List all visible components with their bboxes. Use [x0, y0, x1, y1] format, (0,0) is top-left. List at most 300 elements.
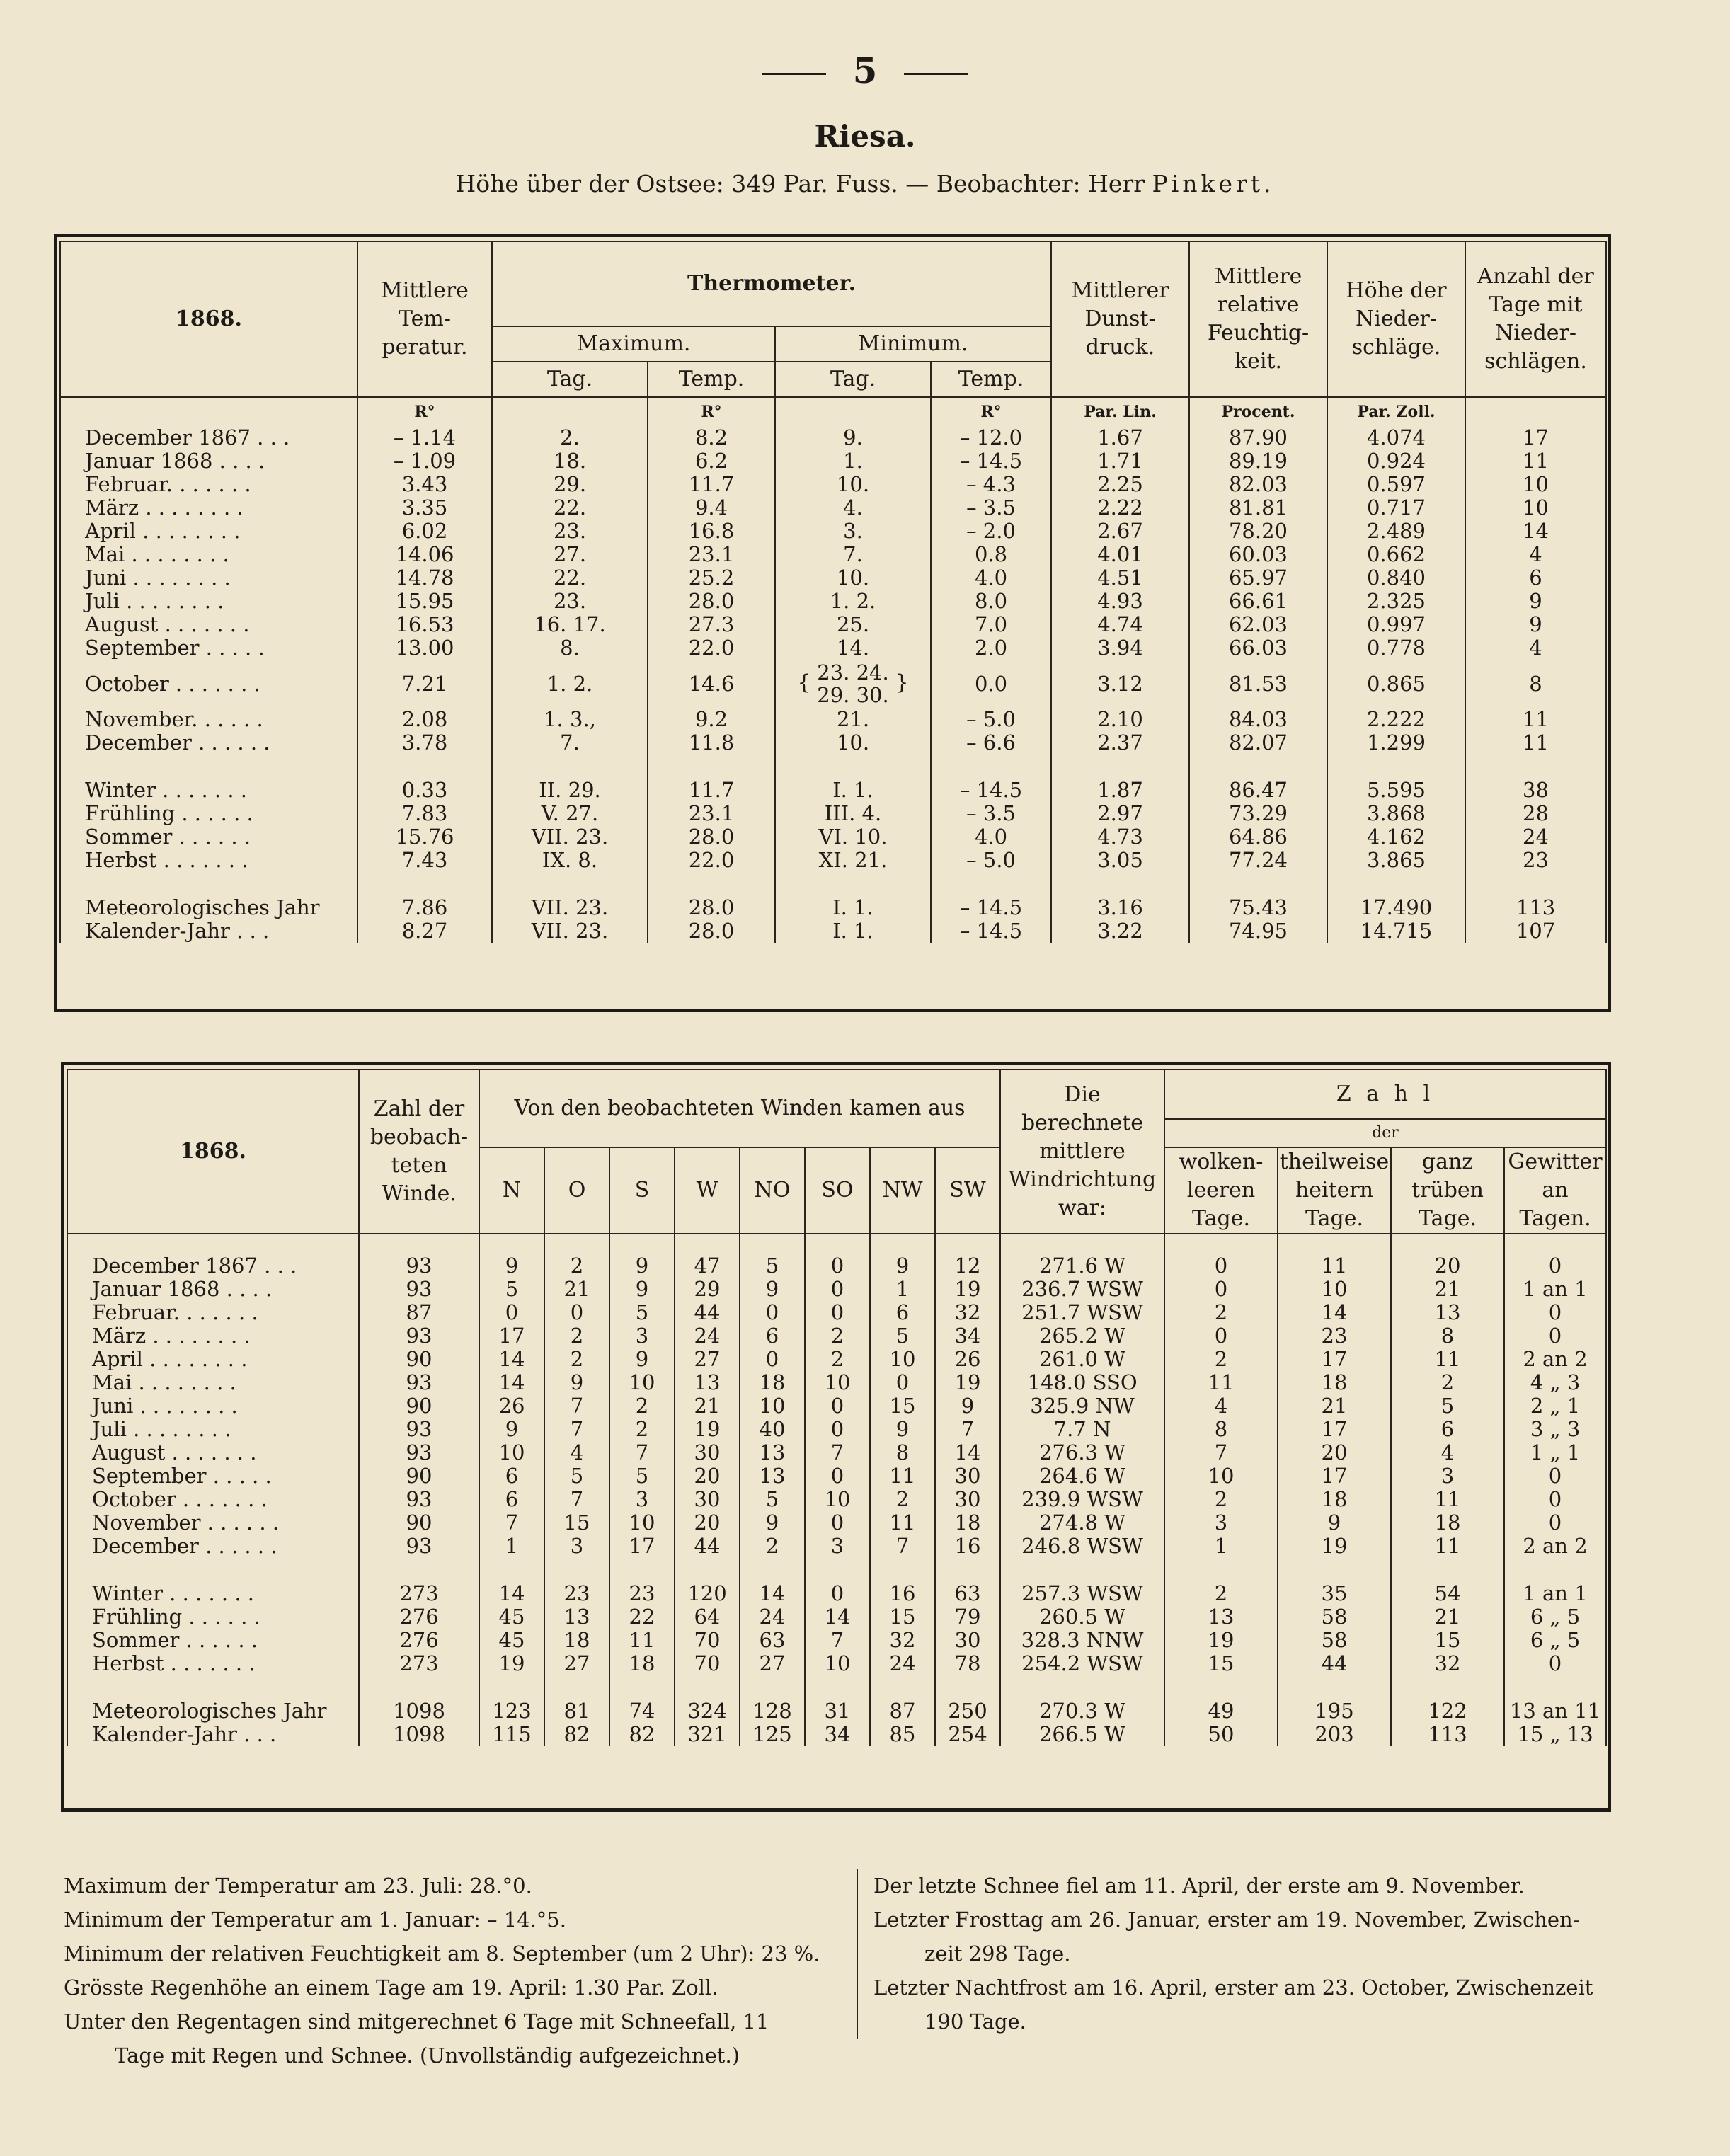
station-title: Riesa. [814, 119, 916, 154]
table-cell: – 5.0 [931, 708, 1051, 731]
table-cell: 19 [1164, 1629, 1278, 1652]
table-cell: 5 [544, 1464, 609, 1488]
temperature-table [59, 241, 1607, 943]
observer-name: Pinkert. [1152, 170, 1275, 197]
table-cell: 93 [359, 1371, 479, 1394]
table-cell: 93 [359, 1418, 479, 1441]
table-row [67, 1582, 1606, 1605]
table-cell: 17 [1465, 426, 1606, 449]
row-label: October . . . . . . . [60, 660, 357, 708]
header-min-temp: Temp. [931, 362, 1051, 397]
table-cell: 18 [1278, 1371, 1391, 1394]
table-cell: 0.840 [1327, 566, 1465, 590]
note-line: Letzter Frosttag am 26. Januar, erster am 19. November, Zwischen- [873, 1908, 1580, 1932]
table-cell: 270.3 W [1000, 1699, 1164, 1723]
table-cell: 3 „ 3 [1504, 1418, 1606, 1441]
table-cell: 16. 17. [492, 613, 648, 636]
table-cell: 29. [492, 473, 648, 496]
table-cell: 13 [1391, 1301, 1504, 1324]
table-cell: 18 [935, 1511, 1000, 1535]
table-cell: 18 [609, 1652, 675, 1675]
table-cell: 19 [675, 1418, 740, 1441]
table-cell: 7.43 [357, 849, 492, 872]
table-cell: 2.10 [1051, 708, 1189, 731]
table-cell: III. 4. [775, 802, 931, 825]
table-cell: 22. [492, 496, 648, 520]
table-cell: 27. [492, 543, 648, 566]
row-label: August . . . . . . . [60, 613, 357, 636]
table-cell: 45 [479, 1605, 544, 1629]
table-cell: 3 [1391, 1464, 1504, 1488]
row-label: Sommer . . . . . . [60, 825, 357, 849]
table-cell: 1 an 1 [1504, 1278, 1606, 1301]
table-cell: 9 [479, 1254, 544, 1278]
table-row [60, 802, 1606, 825]
table-cell: 0 [805, 1278, 870, 1301]
table-row [60, 660, 1606, 708]
note-line: Unter den Regentagen sind mitgerechnet 6 Tage mit Schneefall, 11 [64, 2009, 769, 2034]
table-cell: 17 [1278, 1464, 1391, 1488]
season-rows [60, 779, 1606, 872]
table-cell: 45 [479, 1629, 544, 1652]
table-cell: 4 [1164, 1394, 1278, 1418]
row-label: Winter . . . . . . . [60, 779, 357, 802]
table-cell: 15 [1164, 1652, 1278, 1675]
table-cell: 236.7 WSW [1000, 1278, 1164, 1301]
table-row [67, 1348, 1606, 1371]
table-cell: 14 [805, 1605, 870, 1629]
table-cell: 10 [805, 1652, 870, 1675]
table-cell: 30 [675, 1441, 740, 1464]
table-cell: 64.86 [1189, 825, 1327, 849]
table-cell: 7 [1164, 1441, 1278, 1464]
table-cell: – 12.0 [931, 426, 1051, 449]
row-label: Kalender-Jahr . . . [67, 1723, 359, 1746]
table-cell: 0 [544, 1301, 609, 1324]
table-cell: 27 [675, 1348, 740, 1371]
table-cell: 2 [1164, 1488, 1278, 1511]
table-cell: 14.715 [1327, 919, 1465, 943]
table-cell: 23 [609, 1582, 675, 1605]
table-cell: 2.67 [1051, 520, 1189, 543]
monthly-rows-end [60, 708, 1606, 755]
table-row [60, 473, 1606, 496]
table-cell: 63 [740, 1629, 805, 1652]
table-cell: 1.299 [1327, 731, 1465, 755]
table-cell: 14 [1278, 1301, 1391, 1324]
table-cell: 90 [359, 1348, 479, 1371]
table-cell: – 4.3 [931, 473, 1051, 496]
table-cell: 10 [609, 1371, 675, 1394]
header-thunderstorm-days: Gewitter an Tagen. [1504, 1147, 1606, 1234]
table-cell: 1. 2. [775, 590, 931, 613]
table-cell: 28.0 [648, 896, 775, 919]
unit-cell: Par. Zoll. [1327, 397, 1465, 426]
table-cell: 14 [1465, 520, 1606, 543]
table-cell: 21. [775, 708, 931, 731]
header-direction-w: W [675, 1147, 740, 1234]
table-cell: 64 [675, 1605, 740, 1629]
table-cell: 0 [740, 1348, 805, 1371]
table-cell: 81.81 [1189, 496, 1327, 520]
table-row [67, 1511, 1606, 1535]
unit-cell: R° [648, 397, 775, 426]
table-cell: 7 [870, 1535, 935, 1558]
table-cell: 78.20 [1189, 520, 1327, 543]
header-vapour-pressure: Mittlerer Dunst-druck. [1051, 241, 1189, 397]
table-cell: 15 [870, 1394, 935, 1418]
table-cell: 15 [544, 1511, 609, 1535]
table-cell: 0.597 [1327, 473, 1465, 496]
table-cell: 58 [1278, 1629, 1391, 1652]
table-cell: 9 [1278, 1511, 1391, 1535]
table-cell: 13.00 [357, 636, 492, 660]
table-cell: 8.0 [931, 590, 1051, 613]
table-row [67, 1394, 1606, 1418]
table-cell: 15 [1391, 1629, 1504, 1652]
header-precipitation-days: Anzahl der Tage mit Nieder-schlägen. [1465, 241, 1606, 397]
spacer [60, 755, 1606, 779]
table-cell: 5 [609, 1301, 675, 1324]
table-cell: 0 [805, 1418, 870, 1441]
table-cell: 49 [1164, 1699, 1278, 1723]
table-cell: 23. [492, 520, 648, 543]
note-line: Der letzte Schnee fiel am 11. April, der erste am 9. November. [873, 1874, 1525, 1898]
table-cell: 3 [1164, 1511, 1278, 1535]
table-cell: 9 [1465, 613, 1606, 636]
table-cell: 2.08 [357, 708, 492, 731]
table-cell: 0 [1504, 1324, 1606, 1348]
table-cell: 7.83 [357, 802, 492, 825]
min-day-line-2: 29. 30. [817, 683, 889, 707]
table-cell: 74 [609, 1699, 675, 1723]
header-zahl: Z a h l [1164, 1070, 1606, 1119]
table-cell: 6 [479, 1464, 544, 1488]
row-label: April . . . . . . . . [60, 520, 357, 543]
table-cell: 12 [935, 1254, 1000, 1278]
table-row [67, 1278, 1606, 1301]
header-direction-o: O [544, 1147, 609, 1234]
table-cell: 1.71 [1051, 449, 1189, 473]
header-humidity: Mittlere relative Feuchtig-keit. [1189, 241, 1327, 397]
table-cell: 11 [1164, 1371, 1278, 1394]
table-row [67, 1605, 1606, 1629]
row-label: December 1867 . . . [60, 426, 357, 449]
table-cell: 9 [609, 1254, 675, 1278]
table-cell: 2 [544, 1348, 609, 1371]
table-cell: 44 [1278, 1652, 1391, 1675]
table-cell: 62.03 [1189, 613, 1327, 636]
table-cell: XI. 21. [775, 849, 931, 872]
table-cell: 2.325 [1327, 590, 1465, 613]
header-direction-n: N [479, 1147, 544, 1234]
table-row [67, 1723, 1606, 1746]
table-cell: 6 „ 5 [1504, 1629, 1606, 1652]
table-cell: 11 [1278, 1254, 1391, 1278]
table-cell: 3.865 [1327, 849, 1465, 872]
table-cell: 82.03 [1189, 473, 1327, 496]
table-row [60, 496, 1606, 520]
table-cell: 74.95 [1189, 919, 1327, 943]
bracket-right: } [888, 670, 909, 694]
table-cell: 8.27 [357, 919, 492, 943]
table-cell: 254 [935, 1723, 1000, 1746]
spacer [60, 872, 1606, 896]
table-cell: 4 [1465, 636, 1606, 660]
table-cell: 1.67 [1051, 426, 1189, 449]
table-cell: 2 [544, 1324, 609, 1348]
table-cell: 203 [1278, 1723, 1391, 1746]
table-cell: 3.22 [1051, 919, 1189, 943]
table-cell: 15 [870, 1605, 935, 1629]
monthly-rows [60, 426, 1606, 660]
table-cell: I. 1. [775, 896, 931, 919]
table-cell: 0 [1504, 1301, 1606, 1324]
row-label: September . . . . . [60, 636, 357, 660]
table-cell: 2 an 2 [1504, 1535, 1606, 1558]
table-cell: 75.43 [1189, 896, 1327, 919]
table-cell: 6 [479, 1488, 544, 1511]
table-cell: 16 [935, 1535, 1000, 1558]
table-cell: 17 [1278, 1348, 1391, 1371]
table-cell: 4 [544, 1441, 609, 1464]
table-cell: 10 [1278, 1278, 1391, 1301]
table-cell: 27 [544, 1652, 609, 1675]
table-cell: 9 [935, 1394, 1000, 1418]
row-label: Juli . . . . . . . . [67, 1418, 359, 1441]
table-cell: 10 [1164, 1464, 1278, 1488]
header-min-day: Tag. [775, 362, 931, 397]
unit-cell [60, 397, 357, 426]
table-cell: 23 [544, 1582, 609, 1605]
table-cell: 93 [359, 1535, 479, 1558]
table-cell: 3.16 [1051, 896, 1189, 919]
table-cell: 8 [1391, 1324, 1504, 1348]
table-cell: 93 [359, 1278, 479, 1301]
table-cell: 81.53 [1189, 660, 1327, 708]
table-cell: 2.97 [1051, 802, 1189, 825]
table-row [67, 1488, 1606, 1511]
table-cell: 14 [740, 1582, 805, 1605]
table-cell: 20 [1278, 1441, 1391, 1464]
table-cell: 10 [479, 1441, 544, 1464]
row-label: Februar. . . . . . . [67, 1301, 359, 1324]
table-cell: 13 [1164, 1605, 1278, 1629]
header-direction-no: NO [740, 1147, 805, 1234]
table-cell: 18 [1278, 1488, 1391, 1511]
row-label: September . . . . . [67, 1464, 359, 1488]
table-cell: 10. [775, 566, 931, 590]
table-cell: 28 [1465, 802, 1606, 825]
table-cell: 14.78 [357, 566, 492, 590]
note-line: Grösste Regenhöhe an einem Tage am 19. April: 1.30 Par. Zoll. [64, 1976, 718, 2000]
table-cell: 11.8 [648, 731, 775, 755]
table-row [60, 849, 1606, 872]
table-cell: 1. [775, 449, 931, 473]
row-label: April . . . . . . . . [67, 1348, 359, 1371]
spacer [67, 1558, 1606, 1582]
table-cell: 3 [805, 1535, 870, 1558]
table-cell: 21 [1391, 1278, 1504, 1301]
row-label: Meteorologisches Jahr [60, 896, 357, 919]
table-cell: 32 [870, 1629, 935, 1652]
table-cell: 115 [479, 1723, 544, 1746]
row-label: December . . . . . . [60, 731, 357, 755]
table-cell: 7 [935, 1418, 1000, 1441]
table-cell: 4.01 [1051, 543, 1189, 566]
table-cell: 63 [935, 1582, 1000, 1605]
table-cell: 89.19 [1189, 449, 1327, 473]
table-cell: 93 [359, 1441, 479, 1464]
table-row [60, 779, 1606, 802]
table-cell: 9 [740, 1511, 805, 1535]
spacer [67, 1234, 1606, 1254]
table-cell: 22. [492, 566, 648, 590]
table-cell: 40 [740, 1418, 805, 1441]
row-label: October . . . . . . . [67, 1488, 359, 1511]
table-cell: 9 [870, 1418, 935, 1441]
table-cell: 4.51 [1051, 566, 1189, 590]
table-cell: 18 [740, 1371, 805, 1394]
table-cell: 15.76 [357, 825, 492, 849]
row-label: Mai . . . . . . . . [60, 543, 357, 566]
table-cell: 113 [1391, 1723, 1504, 1746]
table-cell: 9.4 [648, 496, 775, 520]
table-cell: 26 [479, 1394, 544, 1418]
table-cell: 6 „ 5 [1504, 1605, 1606, 1629]
table-cell: 0 [1504, 1511, 1606, 1535]
table-cell: 4. [775, 496, 931, 520]
table-cell: 0.997 [1327, 613, 1465, 636]
table-cell: 4.0 [931, 566, 1051, 590]
table-cell: 4 „ 3 [1504, 1371, 1606, 1394]
table-cell: 324 [675, 1699, 740, 1723]
table-row [67, 1418, 1606, 1441]
table-cell: 17 [609, 1535, 675, 1558]
header-winds: Von den beobachteten Winden kamen aus [479, 1070, 1000, 1147]
table-cell: 328.3 NNW [1000, 1629, 1164, 1652]
table-cell: 50 [1164, 1723, 1278, 1746]
table-cell: 11 [1391, 1535, 1504, 1558]
table-cell: 87.90 [1189, 426, 1327, 449]
table-cell: 128 [740, 1699, 805, 1723]
table-cell: 5 [740, 1488, 805, 1511]
table-cell: 44 [675, 1535, 740, 1558]
table-cell: 24 [870, 1652, 935, 1675]
header-direction-sw: SW [935, 1147, 1000, 1234]
table-cell: 3.05 [1051, 849, 1189, 872]
table-cell: 66.03 [1189, 636, 1327, 660]
table-cell: 1 an 1 [1504, 1582, 1606, 1605]
table-cell: 10 [870, 1348, 935, 1371]
min-day-line-1: 23. 24. [817, 660, 889, 684]
row-label: Juni . . . . . . . . [67, 1394, 359, 1418]
table-row [60, 825, 1606, 849]
table-cell: 123 [479, 1699, 544, 1723]
table-cell: 20 [675, 1511, 740, 1535]
note-line: Tage mit Regen und Schnee. (Unvollständig aufgezeichnet.) [115, 2043, 740, 2068]
page-number-dash-right [904, 73, 968, 75]
note-line: Letzter Nachtfrost am 16. April, erster am 23. October, Zwischenzeit [873, 1976, 1593, 2000]
table-cell: 0 [1504, 1254, 1606, 1278]
table-cell: 11 [870, 1511, 935, 1535]
page-number-value: 5 [852, 50, 878, 91]
row-label: December . . . . . . [67, 1535, 359, 1558]
table-cell: 32 [1391, 1652, 1504, 1675]
row-label: Frühling . . . . . . [67, 1605, 359, 1629]
table-cell: 27 [740, 1652, 805, 1675]
table-cell: 3 [544, 1535, 609, 1558]
table-cell: 4.73 [1051, 825, 1189, 849]
table-cell: 239.9 WSW [1000, 1488, 1164, 1511]
table-cell: II. 29. [492, 779, 648, 802]
table-cell: 2.37 [1051, 731, 1189, 755]
table-cell: 21 [544, 1278, 609, 1301]
table-cell: 0 [740, 1301, 805, 1324]
table-cell: 2.0 [931, 636, 1051, 660]
table-cell: 1 „ 1 [1504, 1441, 1606, 1464]
table-cell: 10. [775, 473, 931, 496]
row-label: August . . . . . . . [67, 1441, 359, 1464]
table-cell: 87 [359, 1301, 479, 1324]
table-cell: 4.074 [1327, 426, 1465, 449]
subtitle [0, 170, 1730, 197]
header-mean-temperature: Mittlere Tem-peratur. [357, 241, 492, 397]
table-cell: 265.2 W [1000, 1324, 1164, 1348]
table-cell: 2 [609, 1418, 675, 1441]
table-cell: 14 [479, 1348, 544, 1371]
table-cell: 16 [870, 1582, 935, 1605]
table-cell: 2. [492, 426, 648, 449]
note-line: 190 Tage. [924, 2009, 1026, 2034]
header-direction-s: S [609, 1147, 675, 1234]
table-cell: 13 [740, 1464, 805, 1488]
unit-cell: Par. Lin. [1051, 397, 1189, 426]
table-cell: 7. [492, 731, 648, 755]
table-cell: 7.86 [357, 896, 492, 919]
table-row [60, 613, 1606, 636]
table-cell: 22 [609, 1605, 675, 1629]
table-cell: 2 [609, 1394, 675, 1418]
table-row [60, 731, 1606, 755]
table-cell: 266.5 W [1000, 1723, 1164, 1746]
table-cell: 14 [479, 1371, 544, 1394]
table-cell: 276.3 W [1000, 1441, 1164, 1464]
header-precipitation: Höhe der Nieder-schläge. [1327, 241, 1465, 397]
table-cell: 3.35 [357, 496, 492, 520]
table-cell: 3 [609, 1488, 675, 1511]
row-label: März . . . . . . . . [60, 496, 357, 520]
table-cell: 10 [1465, 473, 1606, 496]
table-row [67, 1324, 1606, 1348]
table-cell: 23 [1278, 1324, 1391, 1348]
table-cell: 54 [1391, 1582, 1504, 1605]
table-cell: 8. [492, 636, 648, 660]
table-cell: 0.662 [1327, 543, 1465, 566]
table-cell: 0 [805, 1511, 870, 1535]
table-cell: V. 27. [492, 802, 648, 825]
table-cell: 107 [1465, 919, 1606, 943]
wind-table [67, 1069, 1607, 1746]
table-cell: – 3.5 [931, 802, 1051, 825]
table-cell: 93 [359, 1488, 479, 1511]
row-label: Winter . . . . . . . [67, 1582, 359, 1605]
table-cell: 11 [1465, 449, 1606, 473]
table-cell: 11 [870, 1464, 935, 1488]
table-cell: 24 [675, 1324, 740, 1348]
table-row [67, 1371, 1606, 1394]
table-cell: – 1.14 [357, 426, 492, 449]
